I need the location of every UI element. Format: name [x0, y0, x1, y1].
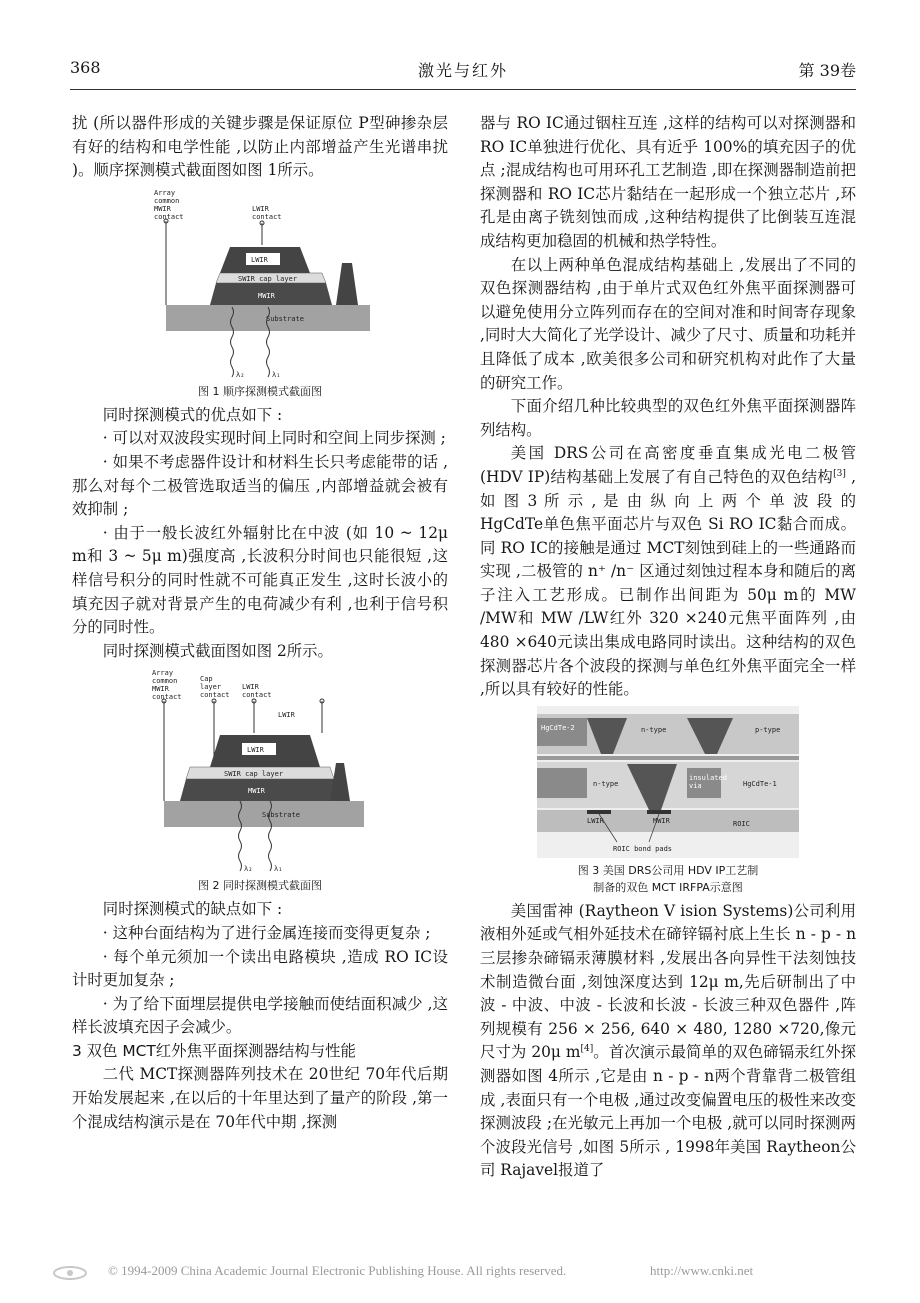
- right-column: [480, 112, 856, 1183]
- fig3-hgcdte1-label: HgCdTe-1: [743, 779, 777, 788]
- fig3-bond-layer: [537, 756, 799, 760]
- fig2-lwir-side-label: LWIR: [278, 711, 295, 720]
- fig3-hgcdte2-block: [537, 718, 587, 746]
- paragraph: 器与 RO IC通过铟柱互连 ,这样的结构可以对探测器和 RO IC单独进行优化、具有近乎 100%的填充因子的优点 ;混成结构也可用环孔工艺制造 ,即在探测器制造前把探测器和 RO IC芯片黏结在一起形成一个独立芯片 ,环孔是由离子铣刻蚀而成 ,这种结构提供了比倒装互连混成结构更加稳固的机械和热学特性。: [480, 114, 856, 250]
- fig3-ntype-top-label: n-type: [641, 725, 667, 734]
- fig2-array-contact-text: [152, 669, 182, 701]
- fig2-mwir-label: MWIR: [248, 787, 265, 796]
- figure-2-diagram: [150, 667, 370, 873]
- copyright-notice: © 1994-2009 China Academic Journal Electronic Publishing House. All rights reserved.: [108, 1263, 567, 1278]
- paragraph: 同时探测模式的优点如下 :: [102, 405, 283, 424]
- fig3-ptype-label: p-type: [755, 725, 781, 734]
- svg-label-line: MWIR: [154, 204, 171, 213]
- paragraph: 下面介绍几种比较典型的双色红外焦平面探测器阵列结构。: [480, 397, 856, 439]
- svg-label-line: common: [152, 677, 178, 686]
- svg-label-line: insulated: [689, 773, 727, 782]
- page-number: 368: [70, 58, 101, 77]
- paragraph-text: 美国雷神 (Raytheon V ision Systems)公司利用液相外延或气相外延技术在碲锌镉衬底上生长 n - p - n三层掺杂碲镉汞薄膜材料 ,发展出各向异性干法刻蚀技术制造微台面 ,刻蚀深度达到 12μ m,先后研制出了中波 - 中波、中波 - 长波和长波 - 长波三种双色器件 ,阵列规模有 256 × 256, 640 × 480, 1280 ×720,像元尺寸为 20μ m: [480, 901, 856, 1062]
- citation-ref: [4]: [580, 1044, 594, 1055]
- svg-label-line: contact: [200, 691, 230, 700]
- svg-label-line: Cap: [200, 675, 213, 684]
- fig3-ntype-mid-label: n-type: [593, 779, 619, 788]
- bullet-item: · 由于一般长波红外辐射比在中波 (如 10 ~ 12μ m和 3 ~ 5μ m)强度高 ,长波积分时间也只能很短 ,这样信号积分的同时性就不可能真正发生 ,这时长波小的填充因子就对背景产生的电荷减少有利 ,也利于信号积分的同时性。: [72, 523, 448, 637]
- cnki-logo-icon: [52, 1264, 88, 1282]
- fig3-bond-pad: [587, 810, 611, 814]
- fig2-lwir-label: LWIR: [247, 746, 264, 755]
- svg-label-line: contact: [252, 212, 282, 221]
- svg-label-line: common: [154, 196, 180, 205]
- svg-label-line: LWIR: [242, 683, 259, 692]
- fig3-bond-pads-label: ROIC bond pads: [613, 844, 673, 853]
- fig1-lwir-label: LWIR: [251, 255, 268, 264]
- fig2-substrate-label: Substrate: [262, 811, 300, 820]
- paragraph: [480, 900, 856, 1183]
- paragraph-text: 。首次演示最简单的双色碲镉汞红外探测器如图 4所示 ,它是由 n - p - n两个背靠背二极管组成 ,表面只有一个电极 ,通过改变偏置电压的极性来改变探测波段 ;在光敏元上再加一个电极 ,就可以同时探测两个波段光信号 ,如图 5所示 , 1998年美国 Raytheon公司 Rajavel报道了: [480, 1043, 856, 1180]
- fig1-lambda1-label: λ₁: [272, 370, 281, 379]
- fig1-swir-cap-label: SWIR cap layer: [238, 274, 298, 283]
- footer-url: http://www.cnki.net: [650, 1263, 754, 1278]
- paragraph-text: 美国 DRS公司在高密度垂直集成光电二极管 (HDV IP)结构基础上发展了有自己特色的双色结构: [480, 444, 856, 486]
- bullet-item: · 这种台面结构为了进行金属连接而变得更复杂 ;: [102, 923, 431, 942]
- svg-label-line: via: [689, 781, 702, 790]
- bullet-item: · 每个单元须加一个读出电路模块 ,造成 RO IC设计时更加复杂 ;: [72, 947, 448, 990]
- section-heading: 3 双色 MCT红外焦平面探测器结构与性能: [72, 1041, 356, 1060]
- figure-1-caption: 图 1 顺序探测模式截面图: [198, 384, 322, 398]
- figure-3-caption-line: 图 3 美国 DRS公司用 HDV IP工艺制: [577, 863, 759, 877]
- fig3-bond-pad: [647, 810, 671, 814]
- fig3-roic-label: ROIC: [733, 819, 750, 828]
- fig3-left-block: [537, 768, 587, 798]
- svg-label-line: contact: [154, 212, 184, 221]
- fig2-swir-cap-label: SWIR cap layer: [224, 770, 284, 779]
- journal-title: 激光与红外: [417, 61, 508, 80]
- bullet-item: · 如果不考虑器件设计和材料生长只考虑能带的话 ,那么对每个二极管选取适当的偏压 ,内部增益就会被有效抑制 ;: [72, 452, 448, 519]
- fig2-side-mesa: [330, 763, 350, 801]
- svg-label-line: layer: [200, 683, 222, 692]
- footer: [0, 1262, 920, 1284]
- citation-ref: [3]: [833, 468, 846, 479]
- figure-2-caption: 图 2 同时探测模式截面图: [198, 879, 322, 893]
- bullet-item: · 为了给下面埋层提供电学接触而使结面积减少 ,这样长波填充因子会减少。: [72, 994, 448, 1037]
- fig1-substrate-label: Substrate: [266, 314, 304, 323]
- paragraph: 同时探测模式的缺点如下 :: [102, 900, 283, 919]
- paragraph: 同时探测模式截面图如图 2所示。: [102, 641, 333, 660]
- svg-label-line: contact: [242, 691, 272, 700]
- figure-1-diagram: [150, 187, 370, 379]
- header-rule: [70, 89, 856, 90]
- svg-label-line: Array: [152, 669, 174, 678]
- figure-3-caption: [480, 862, 856, 896]
- paragraph: 二代 MCT探测器阵列技术在 20世纪 70年代后期开始发展起来 ,在以后的十年里达到了量产的阶段 ,第一个混成结构演示是在 70年代中期 ,探测: [72, 1065, 448, 1131]
- fig2-lwir-contact-text: [242, 683, 272, 699]
- fig2-cap-contact-text: [200, 675, 230, 699]
- bullet-item: · 可以对双波段实现时间上同时和空间上同步探测 ;: [102, 429, 446, 448]
- paragraph: [480, 442, 856, 702]
- figure-3-caption-line: 制备的双色 MCT IRFPA示意图: [593, 880, 743, 894]
- left-column: [72, 112, 448, 1134]
- svg-label-line: LWIR: [252, 204, 269, 213]
- svg-label-line: Array: [154, 188, 176, 197]
- fig1-side-mesa: [336, 263, 358, 305]
- fig1-mwir-label: MWIR: [258, 291, 275, 300]
- fig2-lambda2-label: λ₂: [244, 865, 253, 874]
- fig3-hgcdte2-label: HgCdTe-2: [541, 723, 575, 732]
- fig3-mwir-label: MWIR: [653, 816, 670, 825]
- fig2-lambda1-label: λ₁: [274, 865, 283, 874]
- fig1-lwir-contact-text: [252, 205, 282, 221]
- fig3-lwir-label: LWIR: [587, 816, 604, 825]
- fig1-array-contact-text: [154, 189, 184, 221]
- running-header: [70, 58, 856, 84]
- volume-label: 第 39卷: [798, 61, 856, 80]
- paragraph: 扰 (所以器件形成的关键步骤是保证原位 P型砷掺杂层有好的结构和电学性能 ,以防止内部增益产生光谱串扰 )。顺序探测模式截面图如图 1所示。: [72, 114, 448, 180]
- paragraph: 在以上两种单色混成结构基础上 ,发展出了不同的双色探测器结构 ,由于单片式双色红外焦平面探测器可以避免使用分立阵列而存在的空间对准和时间寄存现象 ,同时大大简化了光学设计、减少了尺寸、质量和功耗并且降低了成本 ,欧美很多公司和研究机构对此作了大量的研究工作。: [480, 255, 856, 392]
- figure-3-diagram: [537, 706, 799, 858]
- fig1-lambda2-label: λ₂: [236, 370, 245, 379]
- svg-label-line: contact: [152, 693, 182, 702]
- svg-label-line: MWIR: [152, 685, 169, 694]
- paragraph-text: ,如 图 3 所 示 , 是 由 纵 向 上 两 个 单 波 段 的 HgCdTe单色焦平面芯片与双色 Si RO IC黏合而成。同 RO IC的接触是通过 MCT刻蚀到硅上的一些通路而实现 ,二极管的 n⁺ /n⁻ 区通过刻蚀过程本身和随后的离子注入工艺形成。已制作出间距为 50μ m的 MW /MW和 MW /LW红外 320 ×240元焦平面阵列 ,由 480 ×640元读出集成电路同时读出。这种结构的双色探测器芯片各个波段的探测与单色红外焦平面完全一样 ,所以具有较好的性能。: [480, 467, 856, 699]
